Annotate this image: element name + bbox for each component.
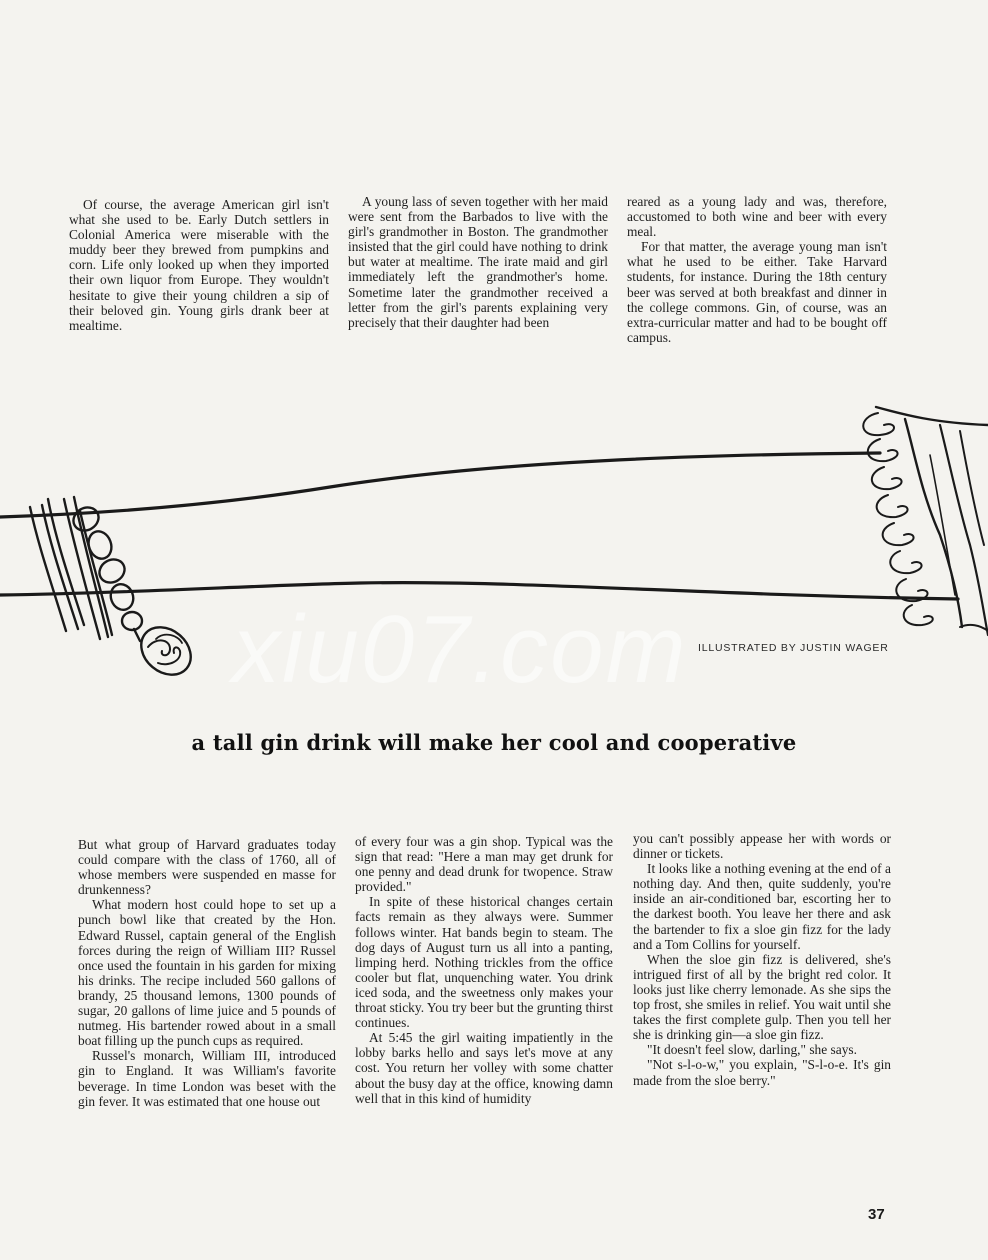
sleeve-outline <box>876 407 988 425</box>
paragraph: When the sloe gin fizz is delivered, she's intrigued first of all by the bright red color. It looks just like cherry lemonade. As she sips the top frost, she smiles in relief. You wait until she takes the first complete gulp. Then you tell her she is drinking gin—a sloe gin fizz. <box>633 951 891 1043</box>
arm-top-outline <box>0 453 880 517</box>
paragraph: "Not s-l-o-w," you explain, "S-l-o-e. It's gin made from the sloe berry." <box>633 1057 891 1088</box>
paragraph: you can't possibly appease her with words or dinner or tickets. <box>633 831 891 862</box>
paragraph: But what group of Harvard graduates today could compare with the class of 1760, all of whose members were suspended en masse for drunkenness? <box>78 837 336 898</box>
paragraph: At 5:45 the girl waiting impatiently in the lobby barks hello and says let's move at any cost. You return her volley with some chatter about the busy day at the office, knowing damn well that in this kind of humidity <box>355 1030 613 1106</box>
watermark: xiu07.com <box>232 596 688 703</box>
paragraph: reared as a young lady and was, therefore, accustomed to both wine and beer with every meal. <box>627 194 887 240</box>
bottom-column-1 <box>78 837 336 1109</box>
pendant-charm <box>132 618 200 685</box>
sleeve-ruffle <box>863 413 933 625</box>
top-column-1 <box>69 197 329 333</box>
illustration-credit: ILLUSTRATED BY JUSTIN WAGER <box>698 642 889 654</box>
paragraph: Russel's monarch, William III, introduced gin to England. It was William's favorite beverage. In time London was beset with the gin fever. It was estimated that one house out <box>78 1048 336 1109</box>
paragraph: of every four was a gin shop. Typical was the sign that read: "Here a man may get drunk for one penny and dead drunk for twopence. Straw provided." <box>355 834 613 895</box>
article-headline: a tall gin drink will make her cool and cooperative <box>191 730 797 755</box>
paragraph: Of course, the average American girl isn't what she used to be. Early Dutch settlers in Colonial America were miserable with the muddy beer they brewed from pumpkins and corn. Life only looked up when they imported their own liquor from Europe. They wouldn't hesitate to give their young children a sip of their beloved gin. Young girls drank beer at mealtime. <box>69 197 329 333</box>
paragraph: "It doesn't feel slow, darling," she says. <box>647 1042 857 1058</box>
paragraph: It looks like a nothing evening at the end of a nothing day. And then, quite suddenly, you're inside an air-conditioned bar, escorting her to the darkest booth. You leave her there and ask the bartender to fix a sloe gin fizz for the lady and a Tom Collins for yourself. <box>633 861 891 952</box>
page-number: 37 <box>868 1206 885 1223</box>
paragraph: For that matter, the average young man isn't what he used to be either. Take Harvard students, for instance. During the 18th century beer was served at both breakfast and dinner in the college commons. Gin, of course, was an extra-curricular matter and had to be bought off campus. <box>627 239 887 345</box>
top-column-2 <box>348 194 608 330</box>
bottom-column-2 <box>355 834 613 1106</box>
top-column-3 <box>627 194 887 345</box>
paragraph: In spite of these historical changes certain facts remain as they always were. Summer follows winter. Hat bands begin to steam. The dog days of August turn us all into a panting, limping herd. Nothing trickles from the office cooler but flat, unquenching water. You drink iced soda, and the sweetness only makes your throat sticky. You try beer but the grunting thirst continues. <box>355 894 613 1031</box>
paragraph: A young lass of seven together with her maid were sent from the Barbados to live with the girl's grandmother in Boston. The grandmother insisted that the girl could have nothing to drink but water at mealtime. The irate maid and girl immediately left the grandmother's home. Sometime later the grandmother received a letter from the girl's parents explaining very precisely that their daughter had been <box>348 194 608 330</box>
paragraph: What modern host could hope to set up a punch bowl like that created by the Hon. Edward Russel, captain general of the English forces during the reign of William III? Russel once used the fountain in his garden for mixing his drinks. The recipe included 560 gallons of brandy, 25 thousand lemons, 1300 pounds of sugar, 20 gallons of lime juice and 5 pounds of nutmeg. His bartender rowed about in a small boat filling up the punch cups as required. <box>78 897 336 1049</box>
bottom-column-3 <box>633 831 891 1088</box>
